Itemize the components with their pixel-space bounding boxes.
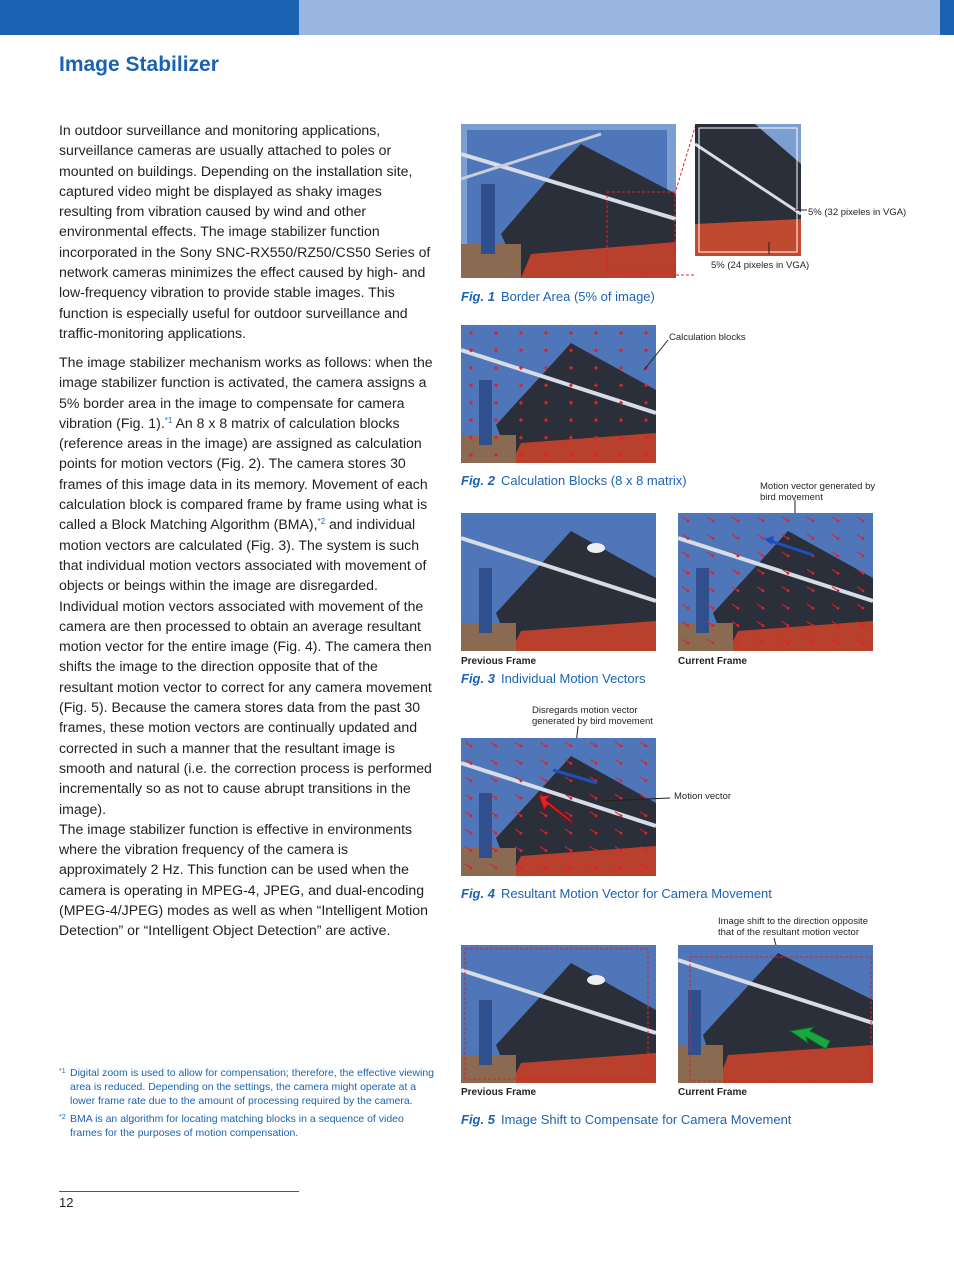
calculation-block xyxy=(762,537,765,540)
calculation-block xyxy=(687,607,690,610)
calculation-block xyxy=(495,867,498,870)
calculation-block xyxy=(862,642,865,645)
fig1-arrow-vertical xyxy=(764,242,774,256)
calculation-block xyxy=(595,745,598,748)
calculation-block xyxy=(495,745,498,748)
calculation-block xyxy=(862,624,865,627)
fig3-photo-current xyxy=(678,513,873,651)
calculation-block xyxy=(620,867,623,870)
calculation-block xyxy=(737,572,740,575)
calculation-block xyxy=(687,572,690,575)
calculation-block xyxy=(812,537,815,540)
fig1-photo-zoom xyxy=(695,124,801,256)
calculation-block xyxy=(737,520,740,523)
calculation-block xyxy=(712,537,715,540)
calculation-block xyxy=(687,554,690,557)
calculation-block xyxy=(545,762,548,765)
calculation-block xyxy=(570,779,573,782)
fig2-leader xyxy=(640,338,670,374)
calculation-block xyxy=(787,607,790,610)
fig4-note-right: Motion vector xyxy=(674,791,732,802)
footer-rule xyxy=(59,1191,299,1192)
calculation-block xyxy=(812,520,815,523)
ship-photo-resultant xyxy=(461,738,656,876)
calculation-block xyxy=(812,572,815,575)
calculation-block xyxy=(620,814,623,817)
fig3-current-label: Current Frame xyxy=(678,656,747,667)
fig3-note: Motion vector generated by bird movement xyxy=(760,481,876,503)
calculation-block xyxy=(862,607,865,610)
fig4-photo xyxy=(461,738,656,876)
fig5-photo-current xyxy=(678,945,873,1083)
ship-photo-current-shift xyxy=(678,945,873,1083)
calculation-block xyxy=(495,814,498,817)
fig1-caption xyxy=(461,289,655,304)
fig1-number: Fig. 1 xyxy=(461,289,495,304)
calculation-block xyxy=(545,814,548,817)
calculation-block xyxy=(470,867,473,870)
calculation-block xyxy=(470,762,473,765)
calculation-block xyxy=(737,589,740,592)
calculation-block xyxy=(762,554,765,557)
calculation-block xyxy=(595,832,598,835)
calculation-block xyxy=(520,832,523,835)
calculation-block xyxy=(712,589,715,592)
calculation-block xyxy=(687,589,690,592)
calculation-block xyxy=(737,537,740,540)
fig4-caption xyxy=(461,886,772,901)
calculation-block xyxy=(762,520,765,523)
page-number: 12 xyxy=(59,1195,74,1210)
calculation-block xyxy=(620,745,623,748)
calculation-block xyxy=(837,607,840,610)
calculation-block xyxy=(862,520,865,523)
calculation-block xyxy=(495,762,498,765)
calculation-block xyxy=(470,832,473,835)
footnote-1-mark: *1 xyxy=(59,1068,66,1075)
calculation-block xyxy=(545,745,548,748)
calculation-block xyxy=(620,849,623,852)
calculation-block xyxy=(470,797,473,800)
calculation-block xyxy=(762,607,765,610)
paragraph-intro xyxy=(59,120,435,343)
footnote-2 xyxy=(59,1112,434,1140)
footnote-ref-1[interactable]: *1 xyxy=(164,415,173,425)
header-bar-edge xyxy=(940,0,954,35)
calculation-block xyxy=(520,867,523,870)
fig2-note: Calculation blocks xyxy=(669,332,746,343)
fig1-caption-text: Border Area (5% of image) xyxy=(500,289,655,304)
calculation-block xyxy=(645,762,648,765)
paragraph-2-part-c: and individual motion vectors are calculated (Fig. 3). The system is such that individual motion vectors associated with movement of objects or beings within the image are disregarded. Individual motion vectors associated with movement of the camera are then processed to obtain an average resultant motion vector for the entire image (Fig. 4). The camera then shifts the image to the direction opposite that of the resultant motion vector to correct for any camera movement (Fig. 5). Because the camera stores data from the past 30 frames, these motion vectors are continually updated and corrected in such a manner that the resultant image is smooth and natural (i.e. the correction process is performed incrementally so as not to cause abrupt transitions in the image). xyxy=(59,516,432,817)
calculation-block xyxy=(837,624,840,627)
calculation-block xyxy=(620,762,623,765)
fig4-leader-right xyxy=(600,792,672,804)
calculation-block xyxy=(645,867,648,870)
ship-photo-current-vectors xyxy=(678,513,873,651)
calculation-block xyxy=(645,745,648,748)
calculation-block xyxy=(595,814,598,817)
calculation-block xyxy=(787,554,790,557)
fig2-caption xyxy=(461,473,687,488)
calculation-block xyxy=(570,814,573,817)
ship-photo-zoom xyxy=(695,124,801,256)
calculation-block xyxy=(570,762,573,765)
calculation-block xyxy=(862,537,865,540)
paragraph-3: The image stabilizer function is effective in environments where the vibration frequency of the camera is approximately 2 Hz. This function can be used when the camera is operating in MPEG-4, JPEG, and dual-encoding (MPEG-4/JPEG) modes as well as when “Intelligent Motion Detection” or “Intelligent Object Detection” are active. xyxy=(59,820,428,939)
calculation-block xyxy=(712,520,715,523)
paragraph-2-part-b: An 8 x 8 matrix of calculation blocks (reference areas in the image) are assigned as calculation points for motion vectors (Fig. 2). The camera stores 30 frames of this image data in its memory. Movement of each calculation block is compared frame by frame using what is called a Block Matching Algorithm (BMA), xyxy=(59,414,428,533)
calculation-block xyxy=(737,642,740,645)
calculation-block xyxy=(687,624,690,627)
fig3-caption xyxy=(461,671,645,686)
calculation-block xyxy=(645,814,648,817)
fig5-number: Fig. 5 xyxy=(461,1112,495,1127)
calculation-block xyxy=(687,520,690,523)
calculation-block xyxy=(570,797,573,800)
paragraph-mechanism xyxy=(59,352,435,941)
calculation-block xyxy=(837,642,840,645)
page-title: Image Stabilizer xyxy=(59,53,219,76)
calculation-block xyxy=(545,779,548,782)
calculation-block xyxy=(545,867,548,870)
fig5-previous-label: Previous Frame xyxy=(461,1087,537,1098)
calculation-block xyxy=(712,642,715,645)
ship-photo-grid xyxy=(461,325,656,463)
calculation-block xyxy=(470,849,473,852)
calculation-block xyxy=(737,607,740,610)
calculation-block xyxy=(570,832,573,835)
calculation-block xyxy=(470,779,473,782)
calculation-block xyxy=(595,867,598,870)
fig1-photo-full xyxy=(461,124,676,278)
calculation-block xyxy=(862,572,865,575)
calculation-block xyxy=(520,779,523,782)
header-bar-light xyxy=(299,0,940,35)
fig4-number: Fig. 4 xyxy=(461,886,495,901)
fig1-arrow-horizontal xyxy=(795,205,809,215)
calculation-block xyxy=(862,589,865,592)
calculation-block xyxy=(837,520,840,523)
calculation-block xyxy=(687,537,690,540)
calculation-block xyxy=(787,589,790,592)
calculation-block xyxy=(470,745,473,748)
calculation-block xyxy=(495,832,498,835)
calculation-block xyxy=(520,849,523,852)
calculation-block xyxy=(762,624,765,627)
fig1-note-vertical: 5% (24 pixeles in VGA) xyxy=(711,260,810,271)
calculation-block xyxy=(812,589,815,592)
footnote-ref-2[interactable]: *2 xyxy=(317,517,326,527)
calculation-block xyxy=(687,642,690,645)
fig2-number: Fig. 2 xyxy=(461,473,495,488)
calculation-block xyxy=(495,797,498,800)
calculation-block xyxy=(712,624,715,627)
calculation-block xyxy=(837,537,840,540)
calculation-block xyxy=(762,589,765,592)
calculation-block xyxy=(570,849,573,852)
footnote-1-text: Digital zoom is used to allow for compensation; therefore, the effective viewing area is reduced. Depending on the settings, the camera might operate at a lower frame rate due to the amount of processing required by the camera. xyxy=(70,1067,434,1107)
calculation-block xyxy=(787,537,790,540)
calculation-block xyxy=(812,642,815,645)
calculation-block xyxy=(495,849,498,852)
calculation-block xyxy=(837,589,840,592)
paragraph-2-part-a: The image stabilizer mechanism works as follows: when the image stabilizer function is activated, the camera assigns a 5% border area in the image to compensate for camera vibration (Fig. 1). xyxy=(59,354,433,431)
fig5-photo-previous xyxy=(461,945,656,1083)
paragraph-1: In outdoor surveillance and monitoring applications, surveillance cameras are usually attached to poles or mounted on buildings. Depending on the installation site, captured video might be displayed as shaky images resulting from vibration caused by wind and other environmental effects. The image stabilizer function incorporated in the Sony SNC-RX550/RZ50/CS50 Series of network cameras minimizes the effect caused by high- and low-frequency vibration to provide stable images. This function is especially useful for outdoor surveillance and traffic-monitoring applications. xyxy=(59,122,431,341)
calculation-block xyxy=(812,607,815,610)
footnote-1 xyxy=(59,1066,434,1108)
calculation-block xyxy=(787,624,790,627)
fig3-previous-label: Previous Frame xyxy=(461,656,537,667)
calculation-block xyxy=(520,814,523,817)
footnote-2-mark: *2 xyxy=(59,1114,66,1121)
calculation-block xyxy=(520,797,523,800)
fig2-photo xyxy=(461,325,656,463)
footnote-2-text: BMA is an algorithm for locating matching blocks in a sequence of video frames for the purposes of motion compensation. xyxy=(70,1113,404,1139)
fig5-caption xyxy=(461,1112,791,1127)
calculation-block xyxy=(545,832,548,835)
calculation-block xyxy=(595,849,598,852)
fig5-note: Image shift to the direction opposite that of the resultant motion vector xyxy=(718,916,868,938)
fig3-caption-text: Individual Motion Vectors xyxy=(500,671,646,686)
calculation-block xyxy=(545,849,548,852)
calculation-block xyxy=(620,779,623,782)
ship-photo-previous xyxy=(461,513,656,651)
calculation-block xyxy=(645,849,648,852)
calculation-block xyxy=(570,867,573,870)
calculation-block xyxy=(645,779,648,782)
calculation-block xyxy=(712,607,715,610)
fig4-caption-text: Resultant Motion Vector for Camera Movement xyxy=(500,886,772,901)
fig3-photo-previous xyxy=(461,513,656,651)
calculation-block xyxy=(762,642,765,645)
calculation-block xyxy=(837,572,840,575)
calculation-block xyxy=(595,762,598,765)
fig4-note-top: Disregards motion vector generated by bird movement xyxy=(532,705,653,727)
calculation-block xyxy=(862,554,865,557)
calculation-block xyxy=(787,572,790,575)
calculation-block xyxy=(645,832,648,835)
fig5-caption-text: Image Shift to Compensate for Camera Movement xyxy=(500,1112,792,1127)
calculation-block xyxy=(712,554,715,557)
paragraph-2 xyxy=(59,352,435,819)
calculation-block xyxy=(737,624,740,627)
fig1-note-horizontal: 5% (32 pixeles in VGA) xyxy=(808,207,907,218)
calculation-block xyxy=(620,832,623,835)
calculation-block xyxy=(812,624,815,627)
calculation-block xyxy=(470,814,473,817)
footnotes xyxy=(59,1066,434,1144)
fig5-current-label: Current Frame xyxy=(678,1087,747,1098)
fig2-caption-text: Calculation Blocks (8 x 8 matrix) xyxy=(500,473,687,488)
calculation-block xyxy=(737,554,740,557)
ship-photo-previous-fig5 xyxy=(461,945,656,1083)
calculation-block xyxy=(837,554,840,557)
calculation-block xyxy=(520,762,523,765)
calculation-block xyxy=(595,797,598,800)
calculation-block xyxy=(787,642,790,645)
calculation-block xyxy=(520,745,523,748)
calculation-block xyxy=(712,572,715,575)
ship-photo-fig1 xyxy=(461,124,676,278)
calculation-block xyxy=(570,745,573,748)
fig3-number: Fig. 3 xyxy=(461,671,495,686)
calculation-block xyxy=(762,572,765,575)
header-bar-dark xyxy=(0,0,299,35)
calculation-block xyxy=(495,779,498,782)
calculation-block xyxy=(787,520,790,523)
